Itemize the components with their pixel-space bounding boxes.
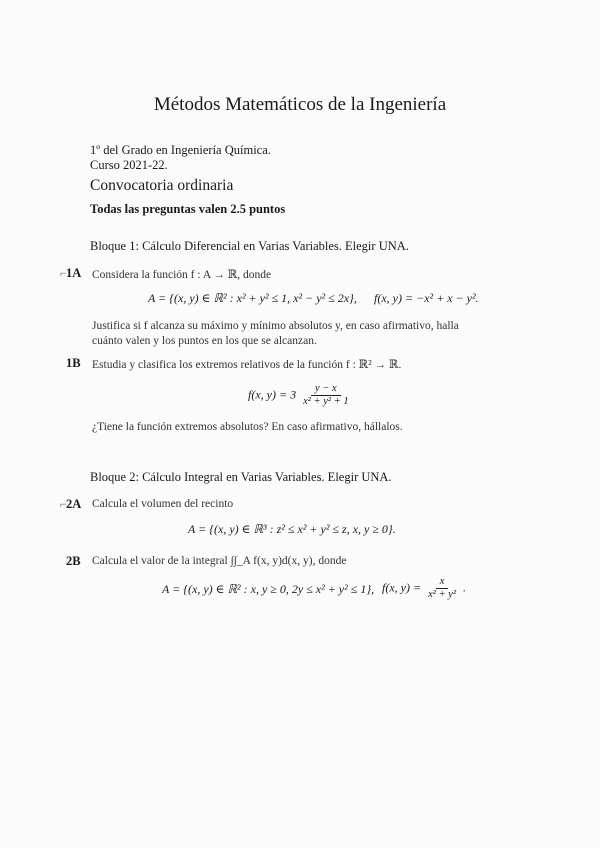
q1a-justify-2: cuánto valen y los puntos en los que se alcanzan. bbox=[92, 335, 317, 347]
q1b-question: ¿Tiene la función extremos absolutos? En caso afirmativo, hállalos. bbox=[92, 421, 403, 433]
block2-text: Cálculo Integral en Varias Variables. Elegir UNA. bbox=[142, 470, 392, 484]
q1b-label: 1B bbox=[66, 356, 81, 370]
q2b-f-end: . bbox=[463, 580, 467, 595]
page-title: Métodos Matemáticos de la Ingeniería bbox=[153, 94, 447, 115]
q2b-formula-f bbox=[382, 576, 466, 601]
block2-label: Bloque 2: bbox=[90, 470, 139, 484]
q2a-intro: Calcula el volumen del recinto bbox=[92, 498, 234, 510]
q1a-label: 1A bbox=[66, 266, 82, 280]
q2b-f-num: x bbox=[436, 576, 449, 589]
q1a-mark: ⌐ bbox=[60, 266, 67, 280]
q1a-justify-1: Justifica si f alcanza su máximo y mínimo absolutos y, en caso afirmativo, halla bbox=[92, 320, 459, 332]
q2a-mark: ⌐ bbox=[60, 497, 67, 511]
q2b-label: 2B bbox=[66, 554, 81, 568]
q1b-f-num: y − x bbox=[311, 383, 341, 396]
q1b-f-den: x² + y² + 1 bbox=[303, 396, 349, 407]
block1-text: Cálculo Diferencial en Varias Variables. Elegir UNA. bbox=[142, 239, 409, 253]
q1b-intro: Estudia y clasifica los extremos relativos de la función f : ℝ² → ℝ. bbox=[92, 359, 402, 371]
points-line: Todas las preguntas valen 2.5 puntos bbox=[90, 202, 286, 216]
block1-title bbox=[90, 239, 409, 254]
block2-title bbox=[90, 470, 392, 485]
q2b-fraction bbox=[424, 576, 460, 601]
q2b-formula-set: A = {(x, y) ∈ ℝ² : x, y ≥ 0, 2y ≤ x² + y² ≤ 1}, bbox=[162, 582, 375, 596]
q2a-label: 2A bbox=[66, 497, 82, 511]
q1b-f-lhs: f(x, y) = 3 bbox=[248, 387, 297, 402]
q1b-fraction bbox=[299, 383, 353, 408]
q2a-formula: A = {(x, y) ∈ ℝ³ : z² ≤ x² + y² ≤ z, x, y ≥ 0}. bbox=[188, 522, 396, 536]
q1b-formula bbox=[248, 383, 356, 408]
q2b-f-den: x² + y² bbox=[428, 589, 457, 600]
year-line: Curso 2021-22. bbox=[90, 158, 168, 172]
exam-type: Convocatoria ordinaria bbox=[90, 177, 234, 194]
q1a-formula-f: f(x, y) = −x² + x − y². bbox=[374, 291, 479, 305]
q1a-intro: Considera la función f : A → ℝ, donde bbox=[92, 269, 272, 281]
block1-label: Bloque 1: bbox=[90, 239, 139, 253]
course-line: 1º del Grado en Ingeniería Química. bbox=[90, 143, 271, 157]
q2b-intro: Calcula el valor de la integral ∫∫_A f(x, y)d(x, y), donde bbox=[92, 555, 347, 567]
q1a-formula-set: A = {(x, y) ∈ ℝ² : x² + y² ≤ 1, x² − y² ≤ 2x}, bbox=[148, 291, 357, 305]
q2b-f-lhs: f(x, y) = bbox=[382, 580, 422, 595]
